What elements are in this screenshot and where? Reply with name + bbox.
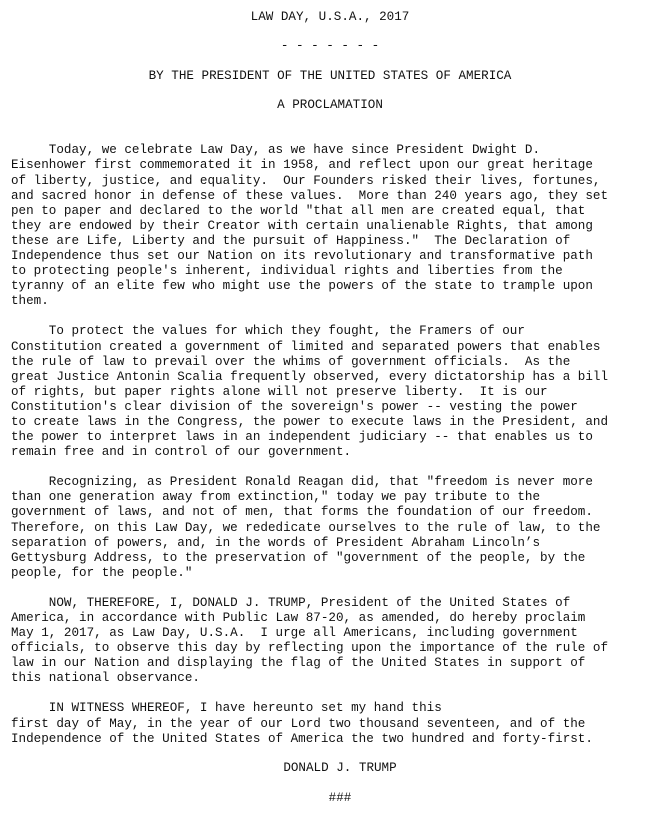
title-separator: - - - - - - - xyxy=(280,39,380,54)
paragraph-law-day: Today, we celebrate Law Day, as we have since President Dwight D. Eisenhower first commemorated it in 1958, and reflect upon our great heritage of liberty, justice, and equality. Our Founders risked their lives, fortunes, and sacred honor in defense of these values. More than 240 years ago, they set pen to paper and declared to the world "that all men are created equal, that they are endowed by their Creator with certain unalienable Rights, that among these are Life, Liberty and the pursuit of Happiness." The Declaration of Independence thus set our Nation on its revolutionary and transformative path to protecting people's inherent, individual rights and liberties from the tyranny of an elite few who might use the powers of the state to trample upon them. xyxy=(11,143,609,309)
paragraph-framers: To protect the values for which they fought, the Framers of our Constitution created a government of limited and separated powers that enables the rule of law to prevail over the whims of government officials. As the great Justice Antonin Scalia frequently observed, every dictatorship has a bill of rights, but paper rights alone will not preserve liberty. It is our Constitution's clear division of the sovereign's power -- vesting the power to create laws in the Congress, the power to execute laws in the President, and the power to interpret laws in an independent judiciary -- that enables us to remain free and in control of our government. xyxy=(11,324,609,460)
end-mark: ### xyxy=(328,790,352,805)
proclamation-heading: A PROCLAMATION xyxy=(277,98,383,113)
byline: BY THE PRESIDENT OF THE UNITED STATES OF AMERICA xyxy=(148,69,512,84)
paragraph-witness: IN WITNESS WHEREOF, I have hereunto set my hand this first day of May, in the year of our Lord two thousand seventeen, and of the Independence of the United States of America the two hundred and forty-first. xyxy=(11,701,593,746)
signature: DONALD J. TRUMP xyxy=(283,760,397,775)
paragraph-proclaim: NOW, THEREFORE, I, DONALD J. TRUMP, President of the United States of America, in accordance with Public Law 87-20, as amended, do hereby proclaim May 1, 2017, as Law Day, U.S.A. I urge all Americans, including government officials, to observe this day by reflecting upon the importance of the rule of law in our Nation and displaying the flag of the United States in support of this national observance. xyxy=(11,595,609,686)
paragraph-reagan: Recognizing, as President Ronald Reagan did, that "freedom is never more than one generation away from extinction," today we pay tribute to the government of laws, and not of men, that forms the foundation of our freedom. Therefore, on this Law Day, we rededicate ourselves to the rule of law, to the separation of powers, and, in the words of President Abraham Lincoln’s Gettysburg Address, to the preservation of "government of the people, by the people, for the people." xyxy=(11,475,601,580)
document-title: LAW DAY, U.S.A., 2017 xyxy=(250,10,410,24)
